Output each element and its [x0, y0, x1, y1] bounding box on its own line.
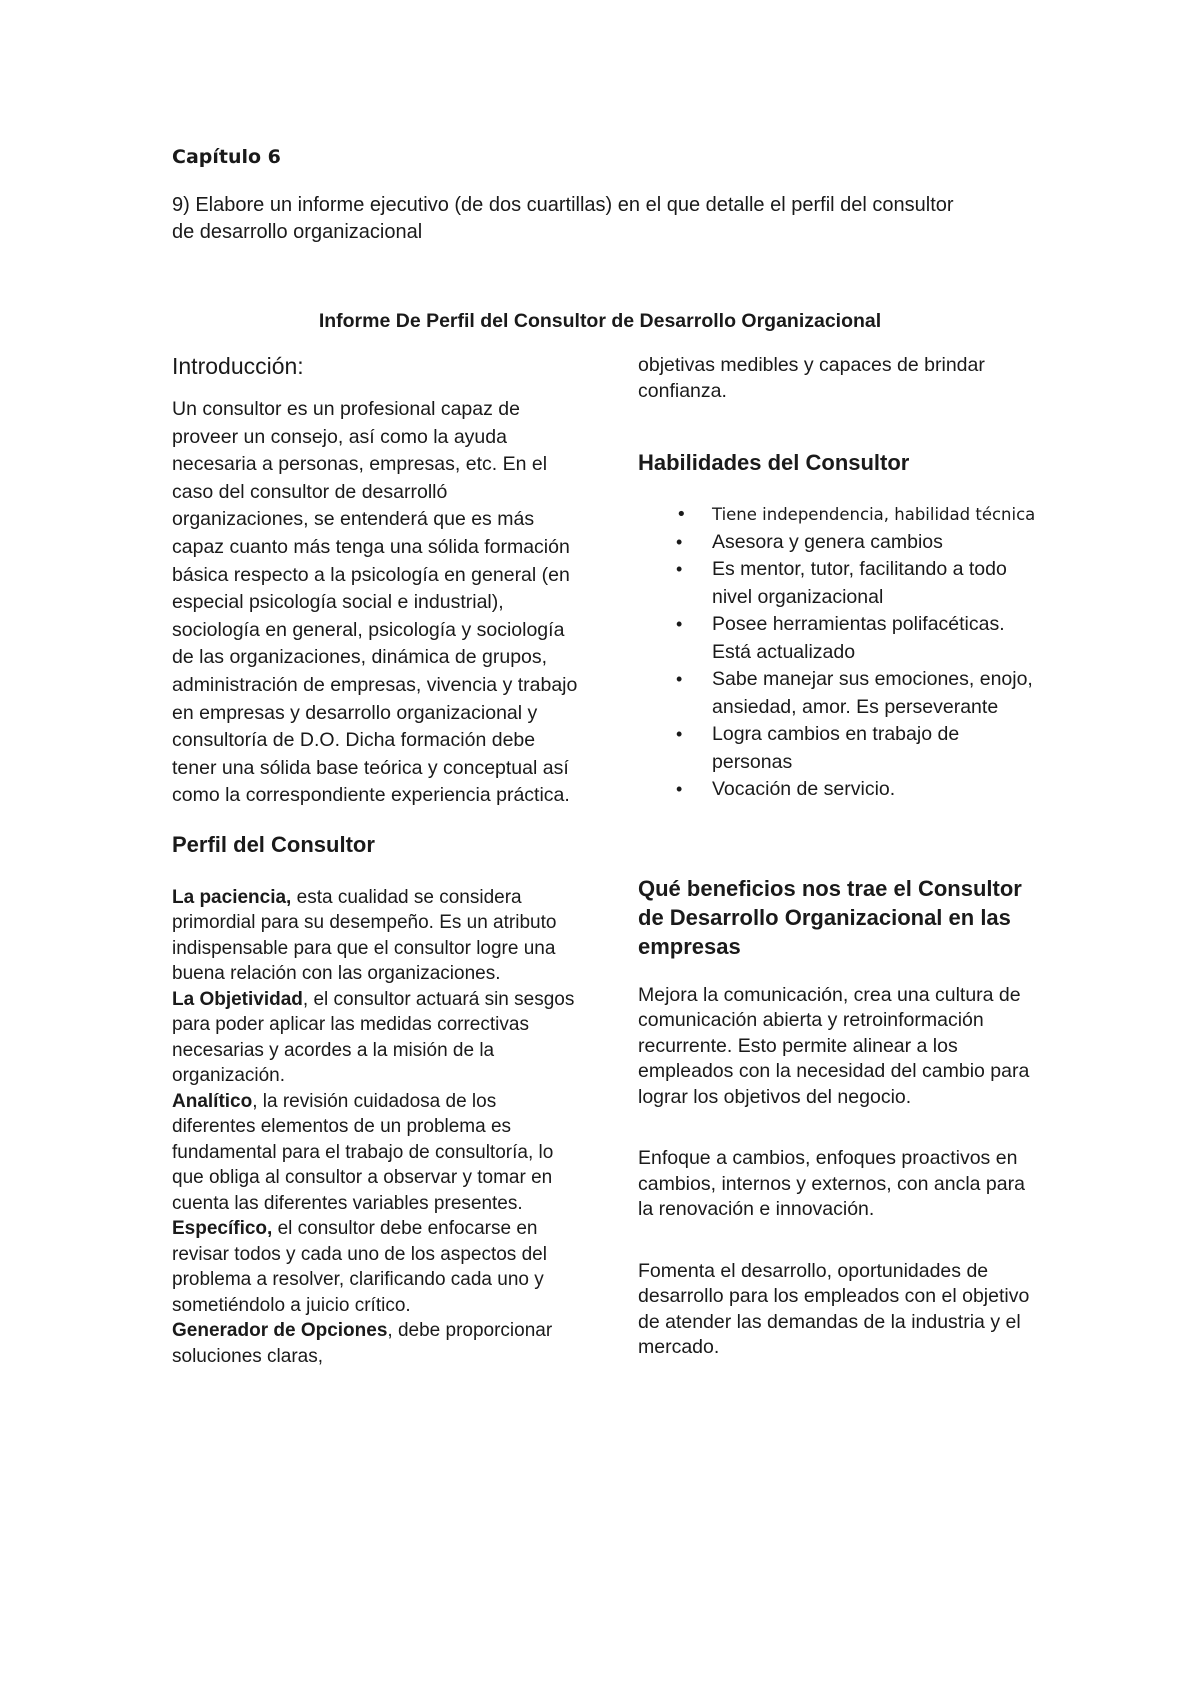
list-item: [676, 776, 1038, 804]
intro-heading: Introducción:: [172, 353, 304, 379]
chapter-heading: Capítulo 6: [172, 146, 281, 168]
perfil-item: [172, 987, 582, 1089]
perfil-continuation: objetivas medibles y capaces de brindar confianza.: [638, 354, 985, 402]
perfil-item: [172, 1216, 582, 1318]
perfil-heading: Perfil del Consultor: [172, 831, 375, 857]
list-item-text: Es mentor, tutor, facilitando a todo nivel organizacional: [712, 558, 1007, 608]
perfil-term: La paciencia,: [172, 886, 292, 908]
habilidades-list: [638, 501, 1038, 804]
perfil-description: , el consultor actuará sin sesgos para poder aplicar las medidas correctivas necesarias y acordes a la misión de la organización.: [172, 988, 575, 1087]
list-item: [676, 721, 1038, 776]
list-item-text: Vocación de servicio.: [712, 778, 896, 800]
bullet-icon: •: [676, 531, 683, 552]
right-column: [638, 352, 1038, 1361]
left-column: [172, 352, 582, 1369]
bullet-icon: •: [676, 614, 683, 634]
bullet-icon: •: [676, 669, 683, 689]
perfil-term: La Objetividad: [172, 988, 303, 1010]
perfil-item: [172, 1318, 582, 1369]
list-item-text: Sabe manejar sus emociones, enojo, ansiedad, amor. Es perseverante: [712, 668, 1033, 718]
perfil-item: [172, 1089, 582, 1217]
perfil-description: , la revisión cuidadosa de los diferentes elementos de un problema es fundamental para el trabajo de consultoría, lo que obliga al consultor a observar y tomar en cuenta las diferentes variables presentes.: [172, 1090, 554, 1214]
perfil-term: Analítico: [172, 1090, 253, 1112]
bullet-icon: •: [676, 724, 683, 744]
bullet-icon: •: [676, 504, 687, 525]
beneficio-paragraph: Fomenta el desarrollo, oportunidades de desarrollo para los empleados con el objetivo de atender las demandas de la industria y el mercado.: [638, 1259, 1030, 1358]
perfil-term: Generador de Opciones: [172, 1320, 388, 1342]
perfil-term: Específico,: [172, 1218, 273, 1240]
beneficio-paragraph: Mejora la comunicación, crea una cultura de comunicación abierta y retroinformación recurrente. Esto permite alinear a los empleados con la necesidad del cambio para lograr los objetivos del negocio.: [638, 983, 1030, 1108]
list-item: [676, 611, 1038, 666]
habilidades-heading: Habilidades del Consultor: [638, 450, 910, 475]
perfil-body: [172, 885, 582, 1370]
perfil-description: , debe proporcionar soluciones claras,: [172, 1320, 553, 1367]
list-item-text: Posee herramientas polifacéticas. Está actualizado: [712, 613, 1005, 663]
bullet-icon: •: [676, 779, 683, 799]
beneficio-paragraph: Enfoque a cambios, enfoques proactivos en cambios, internos y externos, con ancla para la renovación e innovación.: [638, 1147, 1025, 1220]
assignment-prompt: 9) Elabore un informe ejecutivo (de dos cuartillas) en el que detalle el perfil del consultor de desarrollo organizacional: [172, 194, 954, 243]
perfil-description: el consultor debe enfocarse en revisar todos y cada uno de los aspectos del problema a resolver, clarificando cada uno y sometiéndolo a juicio crítico.: [172, 1218, 547, 1316]
perfil-description: esta cualidad se considera primordial para su desempeño. Es un atributo indispensable para que el consultor logre una buena relación con las organizaciones.: [172, 886, 557, 985]
beneficios-heading: Qué beneficios nos trae el Consultor de Desarrollo Organizacional en las empresas: [638, 875, 1022, 959]
perfil-item: [172, 885, 582, 987]
list-item: [676, 666, 1038, 721]
intro-paragraph: Un consultor es un profesional capaz de proveer un consejo, así como la ayuda necesaria a personas, empresas, etc. En el caso del consultor de desarrolló organizaciones, se entenderá que es más capaz cuanto más tenga una sólida formación básica respecto a la psicología en general (en especial psicología social e industrial), sociología en general, psicología y sociología de las organizaciones, dinámica de grupos, administración de empresas, vivencia y trabajo en empresas y desarrollo organizacional y consultoría de D.O. Dicha formación debe tener una sólida base teórica y conceptual así como la correspondiente experiencia práctica.: [172, 398, 578, 807]
report-title: Informe De Perfil del Consultor de Desarrollo Organizacional: [318, 310, 882, 332]
list-item: [676, 529, 1038, 557]
bullet-icon: •: [676, 559, 683, 579]
list-item-text: Asesora y genera cambios: [712, 530, 943, 553]
list-item: [676, 556, 1038, 611]
list-item-text: Logra cambios en trabajo de personas: [712, 723, 960, 773]
list-item-text: Tiene independencia, habilidad técnica: [712, 505, 1036, 524]
list-item: [676, 501, 1038, 529]
